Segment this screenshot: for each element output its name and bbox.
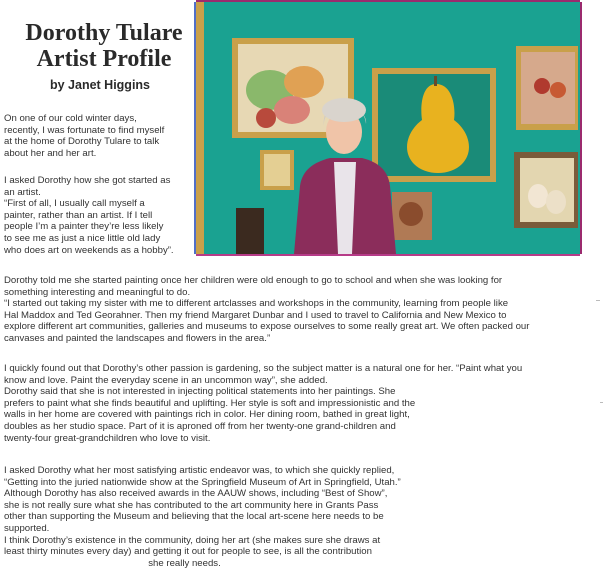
text-line: I asked Dorothy how she got started as [4, 175, 171, 186]
paragraph-4 [4, 465, 401, 569]
pear-stem [434, 76, 437, 86]
painting-small-canvas [264, 154, 290, 186]
painting-bottom-right-canvas [520, 158, 574, 222]
photo-scene [196, 2, 580, 254]
text-line: doubles as her studio space. Part of it is aproned off from her twenty-one grand-children and [4, 420, 396, 432]
text-line: other than supporting the Museum and believing that the local art-scene here needs to be [4, 511, 384, 523]
text-line: I quickly found out that Dorothy’s other passion is gardening, so the subject matter is a natural one for her. “Paint what you [4, 363, 523, 374]
paragraph-3 [4, 363, 522, 444]
chair [236, 208, 264, 254]
text-line: twenty-four great-grandchildren who love to visit. [4, 432, 211, 444]
text-line: she is not really sure what she has contributed to the art community here in Grants Pass [4, 499, 379, 511]
text-line: On one of our cold winter days, [4, 113, 137, 124]
quote-paragraph [4, 175, 174, 256]
onion-2 [546, 190, 566, 214]
text-line: Dorothy said that she is not interested in injecting political statements into her paintings. She [4, 386, 396, 398]
text-line: I think Dorothy’s existence in the community, doing her art (she makes sure she draws at [4, 534, 381, 546]
hair-volume [322, 98, 366, 122]
margin-mark [596, 300, 600, 301]
article-title [14, 20, 194, 72]
text-line: “Getting into the juried nationwide show at the Springfield Museum of Art in Springfield, Utah.” [4, 476, 401, 488]
intro-paragraph [4, 113, 164, 159]
fruit-pink [274, 96, 310, 124]
text-line: “First of all, I usually call myself a [4, 198, 145, 210]
text-line: Hal Maddox and Ted Georahner. Then my friend Margaret Dunbar and I used to travel to California and New Mexico to [4, 309, 507, 321]
text-line: least thirty minutes every day) and getting it out for people to see, is all the contribution [4, 546, 372, 558]
text-line: to see me as just a nice little old lady [4, 232, 161, 244]
byline: by Janet Higgins [49, 78, 151, 92]
text-line: at the home of Dorothy Tulare to talk [4, 136, 160, 148]
text-line: she really needs. [148, 557, 221, 569]
paragraph-2 [4, 275, 529, 345]
apple-1 [534, 78, 550, 94]
text-line: recently, I was fortunate to find myself [4, 124, 165, 136]
text-line: about her and her art. [4, 147, 97, 159]
fruit-red [256, 108, 276, 128]
fruit-orange [284, 66, 324, 98]
text-line: who does art on weekends as a hobby”. [4, 244, 174, 256]
text-line: canvases and painted the landscapes and flowers in the area.” [4, 332, 271, 344]
text-line: know and love. Paint the everyday scene in an uncommon way”, she added. [4, 374, 328, 386]
title-line-1: Dorothy Tulare [25, 20, 183, 46]
text-line: Although Dorothy has also received awards in the AAUW shows, including “Best of Show”, [4, 488, 388, 500]
text-line: walls in her home are covered with paintings rich in color. Her dining room, bathed in great light, [4, 409, 410, 421]
text-line: supported. [4, 522, 50, 534]
apple-2 [550, 82, 566, 98]
text-line: people I’m a painter they’re less likely [4, 221, 164, 233]
text-line: something interesting and meaningful to do. [4, 286, 191, 298]
center-small-fruit [399, 202, 423, 226]
text-line: Dorothy told me she started painting once her children were old enough to go to school and when she was looking for [4, 275, 503, 286]
text-line: an artist. [4, 186, 41, 198]
margin-mark [600, 402, 603, 403]
text-line: “I started out taking my sister with me to different artclasses and workshops in the community, learning from people like [4, 298, 509, 310]
text-line: prefers to paint what she finds beautiful and uplifting. Her style is soft and impressionistic and the [4, 397, 416, 409]
onion-1 [528, 184, 548, 208]
text-line: painter, rather than an artist. If I tell [4, 209, 153, 221]
photo-left-edge [196, 2, 204, 254]
text-line: explore different art communities, galleries and museums to expose ourselves to some really great art. We often packed our [4, 321, 530, 333]
text-line: I asked Dorothy what her most satisfying artistic endeavor was, to which she quickly replied, [4, 465, 395, 476]
artist-photo [196, 2, 580, 254]
title-line-2: Artist Profile [36, 46, 172, 72]
